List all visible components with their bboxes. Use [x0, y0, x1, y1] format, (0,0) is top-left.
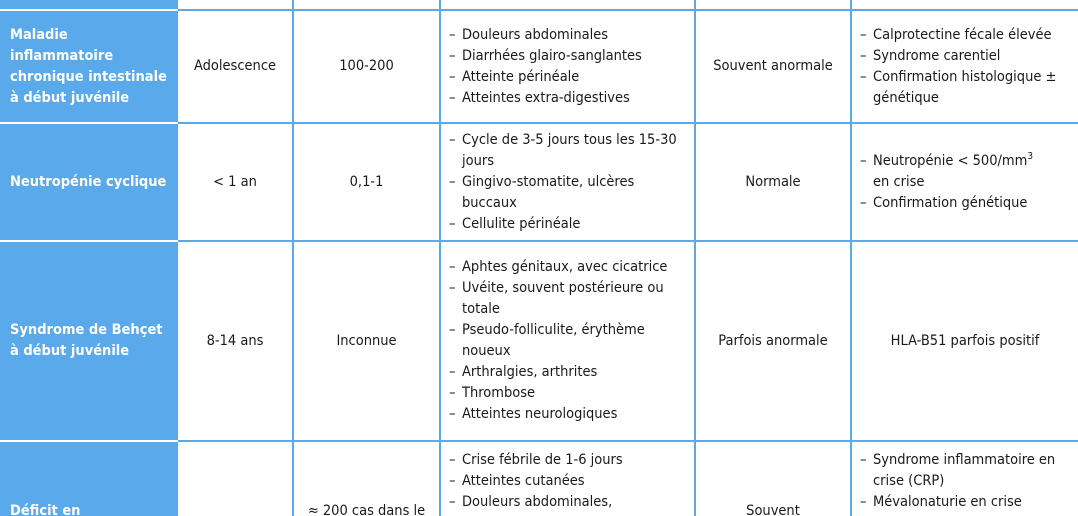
age-cell: Adolescence [177, 10, 293, 123]
list-item: – Atteintes neurologiques [449, 404, 688, 425]
clinical-cell [440, 10, 695, 123]
list-item: – Uvéite, souvent postérieure ou totale [449, 278, 688, 320]
list-item: – Syndrome carentiel [860, 46, 1072, 67]
frequency-cell: Inconnue [293, 241, 440, 441]
list-item: – Atteintes cutanées [449, 471, 688, 492]
table-row [1, 0, 1078, 10]
age-cell [177, 441, 293, 516]
superscript-exponent: 3 [1027, 150, 1034, 162]
list-item: – Thrombose [449, 383, 688, 404]
table-row [1, 241, 1078, 441]
frequency-cell: ≈ 200 cas dans le [293, 441, 440, 516]
biology-cell [851, 123, 1078, 241]
clinical-list [449, 450, 688, 513]
list-item: – Cellulite périnéale [449, 214, 688, 235]
row-header: Syndrome de Behçet à début juvénile [1, 241, 177, 441]
ultrasound-cell: Parfois anormale [695, 241, 851, 441]
neutropenia-threshold: Neutropénie < 500/mm [873, 152, 1028, 169]
list-item: – Douleurs abdominales, [449, 492, 688, 513]
list-item: – Aphtes génitaux, avec cicatrice [449, 257, 688, 278]
biology-cell [851, 0, 1078, 10]
ultrasound-cell: Normale [695, 123, 851, 241]
list-item: – Atteintes extra-digestives [449, 88, 688, 109]
list-item: – Crise fébrile de 1-6 jours [449, 450, 688, 471]
clinical-cell [440, 123, 695, 241]
table-row [1, 441, 1078, 516]
row-header: Neutropénie cyclique [1, 123, 177, 241]
row-header [1, 0, 177, 10]
clinical-list [449, 25, 688, 109]
frequency-cell: 100-200 [293, 10, 440, 123]
list-item: – Diarrhées glairo-sanglantes [449, 46, 688, 67]
ultrasound-cell: Souvent anormale [695, 10, 851, 123]
biology-list [860, 450, 1072, 513]
biology-cell: HLA-B51 parfois positif [851, 241, 1078, 441]
age-cell: 8-14 ans [177, 241, 293, 441]
clinical-cell [440, 0, 695, 10]
ultrasound-cell: Souvent [695, 441, 851, 516]
list-item: – Pseudo-folliculite, érythème noueux [449, 320, 688, 362]
list-item [860, 151, 1072, 193]
clinical-list [449, 130, 688, 235]
clinical-cell [440, 241, 695, 441]
age-cell [177, 0, 293, 10]
row-header: Maladie inflammatoire chronique intestinale à début juvénile [1, 10, 177, 123]
list-item: – Mévalonaturie en crise [860, 492, 1072, 513]
table-row [1, 123, 1078, 241]
list-item: – Cycle de 3-5 jours tous les 15-30 jours [449, 130, 688, 172]
age-cell: < 1 an [177, 123, 293, 241]
table-row [1, 10, 1078, 123]
biology-list [860, 25, 1072, 109]
list-item: – Arthralgies, arthrites [449, 362, 688, 383]
clinical-cell [440, 441, 695, 516]
biology-cell [851, 441, 1078, 516]
frequency-cell [293, 0, 440, 10]
list-item: – Confirmation histologique ± génétique [860, 67, 1072, 109]
list-item: – Douleurs abdominales [449, 25, 688, 46]
biology-cell [851, 10, 1078, 123]
clinical-list [449, 257, 688, 425]
ultrasound-cell [695, 0, 851, 10]
biology-list [860, 151, 1072, 214]
list-item: – Atteinte périnéale [449, 67, 688, 88]
row-header: Déficit en [1, 441, 177, 516]
frequency-cell: 0,1-1 [293, 123, 440, 241]
list-item: – Confirmation génétique [860, 193, 1072, 214]
list-item: – Syndrome inflammatoire en crise (CRP) [860, 450, 1072, 492]
list-item: – Gingivo-stomatite, ulcères buccaux [449, 172, 688, 214]
list-item: – Calprotectine fécale élevée [860, 25, 1072, 46]
neutropenia-context: en crise [873, 173, 925, 190]
